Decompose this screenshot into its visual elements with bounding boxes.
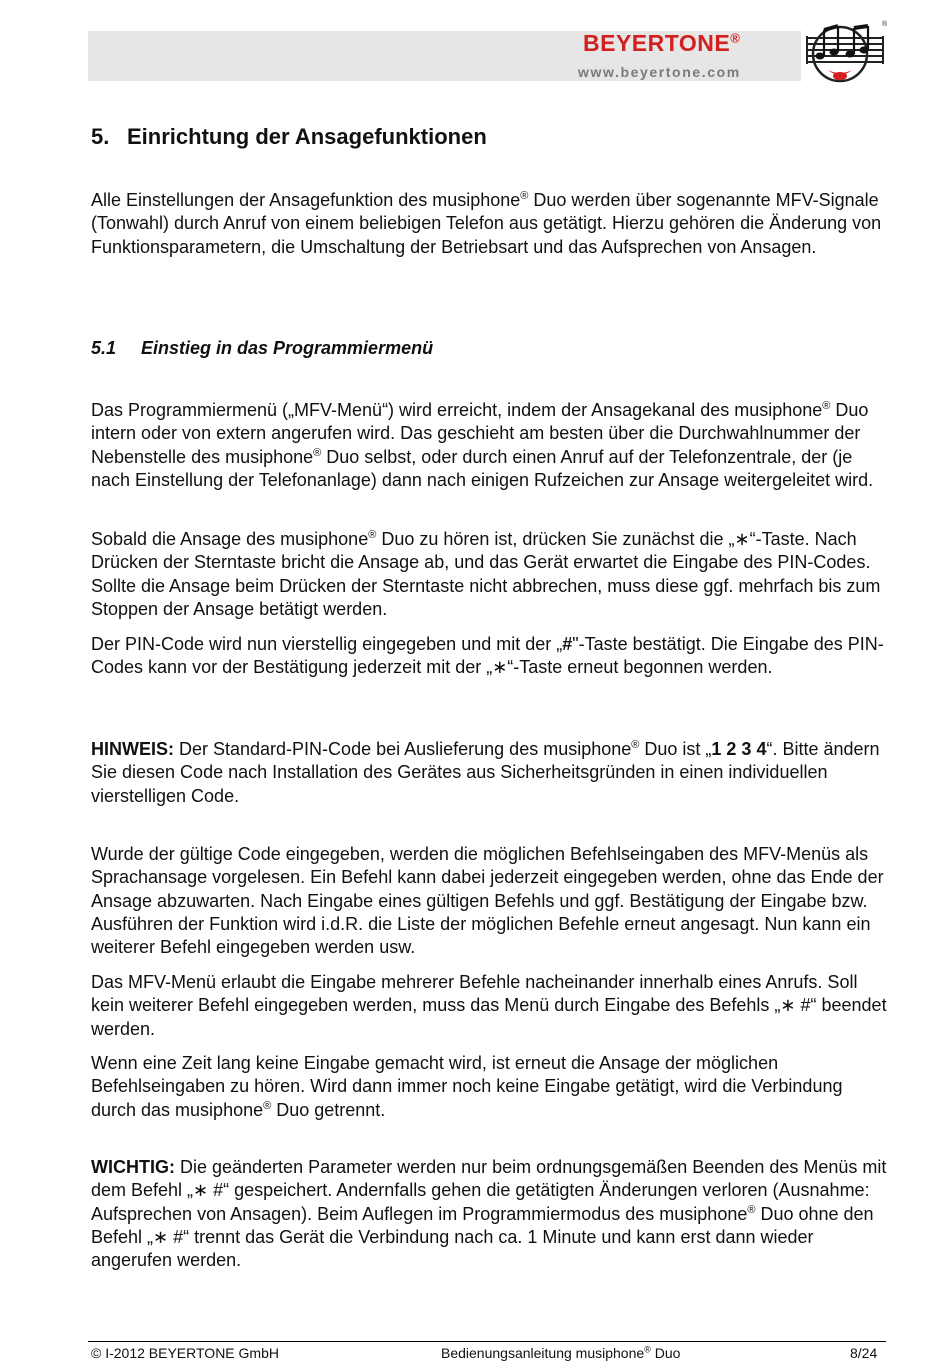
brand-name: BEYERTONE® [583, 30, 741, 56]
intro-paragraph: Alle Einstellungen der Ansagefunktion des musiphone® Duo werden über sogenannte MFV-Signale (Tonwahl) durch Anruf von einem beliebigen Telefon aus getätigt. Hierzu gehören die Änderung von Funktionsparametern, die Umschaltung der Betriebsart und das Aufsprechen von Ansagen. [91, 190, 882, 257]
website-url[interactable]: www.beyertone.com [578, 64, 741, 80]
subsection-heading: 5.1 Einstieg in das Programmiermenü [91, 338, 434, 358]
paragraph-pin-entry: Der PIN-Code wird nun vierstellig eingegeben und mit der „#"-Taste bestätigt. Die Eingabe des PIN-Codes kann vor der Bestätigung jederzeit mit der „∗“-Taste erneut begonnen werden. [91, 634, 884, 678]
footer-copyright: © I-2012 BEYERTONE GmbH [91, 1345, 279, 1361]
paragraph-voice-menu: Wurde der gültige Code eingegeben, werden die möglichen Befehlseingaben des MFV-Menüs als Sprachansage vorgelesen. Ein Befehl kann dabei jederzeit eingegeben werden, ohne das Ende der Ansage abzuwarten. Nach Eingabe eines gültigen Befehls und ggf. Bestätigung der Eingabe bzw. Ausführen der Funktion wird i.d.R. die Liste der möglichen Befehle erneut angesagt. Nun kann ein weiterer Befehl eingegeben werden usw. [91, 844, 884, 958]
paragraph-menu-access: Das Programmiermenü („MFV-Menü“) wird erreicht, indem der Ansagekanal des musiphone® Duo intern oder von extern angerufen wird. Das geschieht am besten über die Durchwahlnummer der Nebenstelle des musiphone® Duo selbst, oder durch einen Anruf auf der Telefonzentrale, der (je nach Einstellung der Telefonanlage) dann nach einigen Rufzeichen zur Ansage weitergeleitet wird. [91, 400, 874, 490]
default-pin-code: 1 2 3 4 [711, 739, 767, 759]
footer-rule [88, 1341, 886, 1342]
hinweis-note: HINWEIS: Der Standard-PIN-Code bei Auslieferung des musiphone® Duo ist „1 2 3 4“. Bitte ändern Sie diesen Code nach Installation des Gerätes aus Sicherheitsgründen in einen individuellen vierstelligen Code. [91, 739, 880, 806]
logo-registered-mark: ® [882, 21, 888, 28]
music-notes-logo-icon [804, 16, 886, 84]
paragraph-multiple-commands: Das MFV-Menü erlaubt die Eingabe mehrerer Befehle nacheinander innerhalb eines Anrufs. Soll kein weiterer Befehl eingegeben werden, muss das Menü durch Eingabe des Befehls „∗ #“ beendet werden. [91, 972, 887, 1039]
wichtig-note: WICHTIG: Die geänderten Parameter werden nur beim ordnungsgemäßen Beenden des Menüs mit dem Befehl „∗ #“ gespeichert. Andernfalls gehen die getätigten Änderungen verloren (Ausnahme: Aufsprechen von Ansagen). Beim Auflegen im Programmiermodus des musiphone® Duo ohne den Befehl „∗ #“ trennt das Gerät die Verbindung nach ca. 1 Minute und kann erst dann wieder angerufen werden. [91, 1157, 887, 1271]
paragraph-star-key: Sobald die Ansage des musiphone® Duo zu hören ist, drücken Sie zunächst die „∗“-Taste. Nach Drücken der Sterntaste bricht die Ansage ab, und das Gerät erwartet die Eingabe des PIN-Codes. Sollte die Ansage beim Drücken der Sterntaste nicht abbrechen, muss diese ggf. mehrfach bis zum Stoppen der Ansage betätigt werden. [91, 529, 881, 619]
section-heading: 5. Einrichtung der Ansagefunktionen [91, 124, 487, 149]
wichtig-label: WICHTIG: [91, 1157, 175, 1177]
footer-manual-title: Bedienungsanleitung musiphone® Duo [441, 1344, 681, 1361]
footer-page-number: 8/24 [850, 1345, 878, 1361]
hinweis-label: HINWEIS: [91, 739, 174, 759]
paragraph-timeout: Wenn eine Zeit lang keine Eingabe gemacht wird, ist erneut die Ansage der möglichen Befehlseingaben zu hören. Wird dann immer noch keine Eingabe getätigt, wird die Verbindung durch das musiphone® Duo getrennt. [91, 1053, 843, 1120]
